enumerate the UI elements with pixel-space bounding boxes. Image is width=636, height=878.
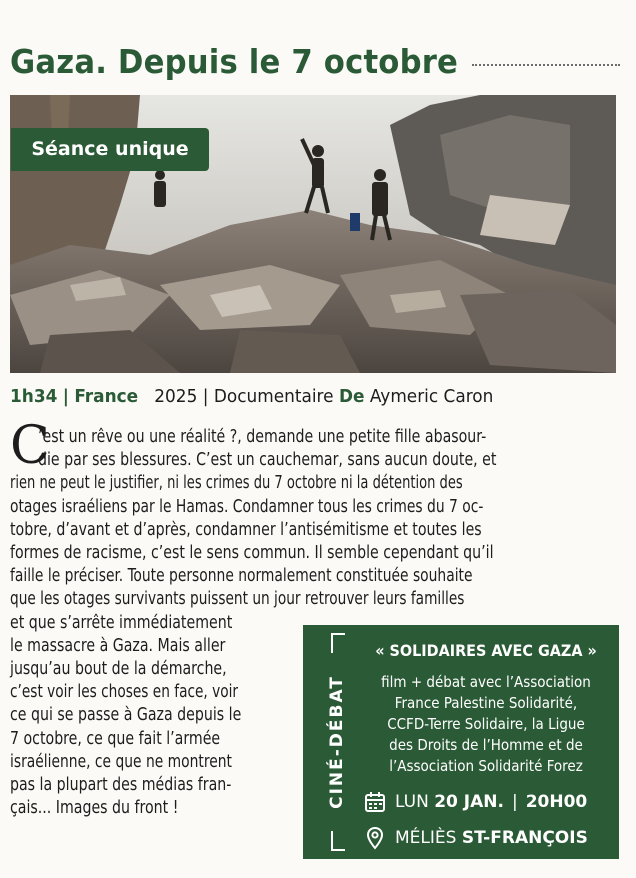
event-description-line: film + débat avec l’Association (381, 673, 591, 691)
film-meta-line (10, 386, 493, 407)
event-description (357, 672, 615, 777)
event-date: 20 JAN. (434, 792, 504, 812)
synopsis-line: pas la plupart des médias fran- (10, 775, 232, 796)
event-heading: « SOLIDAIRES AVEC GAZA » (375, 641, 597, 660)
title-row (10, 42, 620, 86)
bracket-top (331, 633, 345, 653)
synopsis-line: rien ne peut le justifier, ni les crimes du 7 octobre ni la détention des (10, 473, 463, 494)
event-description-line: des Droits de l’Homme et de (389, 736, 583, 754)
event-time-separator: | (511, 792, 518, 812)
synopsis-line: et que s’arrête immédiatement (10, 612, 233, 633)
drop-cap: C (10, 416, 50, 476)
synopsis-line: ce qui se passe à Gaza depuis le (10, 705, 242, 726)
synopsis-line: jusqu’au bout de la démarche, (10, 659, 227, 680)
event-description-line: France Palestine Solidarité, (394, 694, 578, 712)
cine-debat-label: CINÉ-DÉBAT (327, 675, 347, 809)
event-description-line: l’Association Solidarité Forez (389, 757, 583, 775)
synopsis-line: ’est un rêve ou une réalité ?, demande une petite fille abasour- (38, 427, 487, 447)
film-country: France (74, 386, 139, 407)
synopsis-line: faille le préciser. Toute personne normalement constituée souhaite (10, 566, 473, 587)
event-description-line: CCFD-Terre Solidaire, la Ligue (387, 715, 585, 733)
synopsis-line: que les otages survivants puissent un jour retrouver leurs familles (10, 589, 465, 610)
synopsis-line: tobre, d’avant et d’après, condamner l’antisémitisme et toutes les (10, 519, 482, 540)
event-date-row (363, 788, 587, 816)
event-venue-row (363, 824, 588, 852)
venue-name: ST-FRANÇOIS (461, 828, 588, 848)
meta-separator: | (202, 386, 209, 407)
film-duration: 1h34 (10, 386, 58, 407)
page-title: Gaza. Depuis le 7 octobre (10, 42, 459, 81)
meta-separator: | (62, 386, 69, 407)
single-screening-badge: Séance unique (11, 128, 209, 171)
calendar-icon (363, 790, 387, 814)
film-year: 2025 (154, 386, 198, 407)
title-dotted-rule (472, 64, 620, 66)
synopsis-line: çais... Images du front ! (10, 798, 179, 819)
venue-prefix: MÉLIÈS (395, 828, 457, 848)
location-pin-icon (363, 826, 387, 850)
synopsis-line: c’est voir les choses en face, voir (10, 682, 239, 703)
director-label: De (338, 386, 365, 407)
synopsis-line: le massacre à Gaza. Mais aller (10, 635, 226, 656)
synopsis-line: otages israéliens par le Hamas. Condamner tous les crimes du 7 oc- (10, 496, 484, 517)
synopsis-line: 7 octobre, ce que fait l’armée (10, 728, 221, 749)
cine-debat-box (303, 625, 619, 859)
synopsis-line: formes de racisme, c’est le sens commun. Il semble cependant qu’il (10, 543, 494, 564)
synopsis-line: israélienne, ce que ne montrent (10, 751, 232, 772)
event-day: LUN (395, 792, 429, 812)
film-director: Aymeric Caron (369, 386, 494, 407)
bracket-bottom (331, 831, 345, 851)
event-time: 20H00 (525, 792, 588, 812)
synopsis-line: die par ses blessures. C’est un cauchemar, sans aucun doute, et (38, 450, 497, 471)
film-genre: Documentaire (213, 386, 334, 407)
